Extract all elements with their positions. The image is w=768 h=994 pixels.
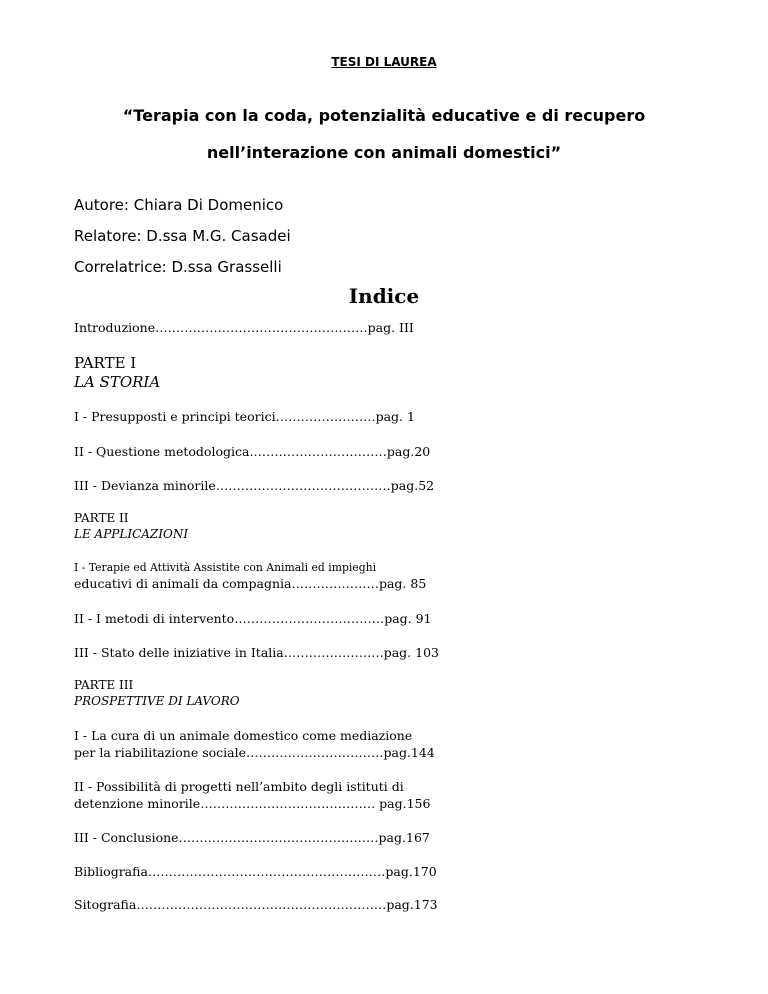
- toc-entry-part2-3: III - Stato delle iniziative in Italia……………………pag. 103: [74, 645, 439, 660]
- part-1-subtitle: LA STORIA: [74, 373, 161, 391]
- part-1-label: PARTE I: [74, 354, 137, 372]
- toc-entry-part3-2-line1: II - Possibilità di progetti nell’ambito degli istituti di: [74, 779, 404, 794]
- toc-entry-part1-1: I - Presupposti e principi teorici……………………pag. 1: [74, 409, 415, 424]
- toc-entry-part2-1-line1: I - Terapie ed Attività Assistite con Animali ed impieghi: [74, 561, 377, 574]
- thesis-label: TESI DI LAUREA: [331, 55, 437, 69]
- toc-entry-bibliography: Bibliografia…………………………………………………pag.170: [74, 864, 437, 879]
- part-3-label: PARTE III: [74, 678, 134, 692]
- toc-entry-part3-3: III - Conclusione…………………………………………pag.167: [74, 830, 430, 845]
- toc-entry-sitography: Sitografia……………………………………………………pag.173: [74, 897, 438, 912]
- toc-entry-introduction: Introduzione……………………………………………pag. III: [74, 320, 414, 335]
- toc-entry-part3-1-line2: per la riabilitazione sociale……………………………pag.144: [74, 745, 435, 760]
- part-2-subtitle: LE APPLICAZIONI: [74, 527, 189, 541]
- cosupervisor: Correlatrice: D.ssa Grasselli: [74, 258, 282, 276]
- author: Autore: Chiara Di Domenico: [74, 196, 284, 214]
- toc-entry-part3-1-line1: I - La cura di un animale domestico come mediazione: [74, 728, 413, 743]
- thesis-title-line-1: “Terapia con la coda, potenzialità educative e di recupero: [122, 106, 646, 125]
- toc-entry-part2-1-line2: educativi di animali da compagnia…………………pag. 85: [74, 576, 427, 591]
- part-3-subtitle: PROSPETTIVE DI LAVORO: [74, 694, 240, 708]
- supervisor: Relatore: D.ssa M.G. Casadei: [74, 227, 291, 245]
- part-2-label: PARTE II: [74, 511, 129, 525]
- thesis-title-line-2: nell’interazione con animali domestici”: [206, 143, 562, 162]
- toc-entry-part2-2: II - I metodi di intervento………………………………pag. 91: [74, 611, 432, 626]
- toc-entry-part1-3: III - Devianza minorile……………………………………pag.52: [74, 478, 435, 493]
- toc-entry-part1-2: II - Questione metodologica……………………………pag.20: [74, 444, 431, 459]
- toc-entry-part3-2-line2: detenzione minorile…………………………………… pag.156: [74, 796, 431, 811]
- index-title: Indice: [348, 284, 420, 308]
